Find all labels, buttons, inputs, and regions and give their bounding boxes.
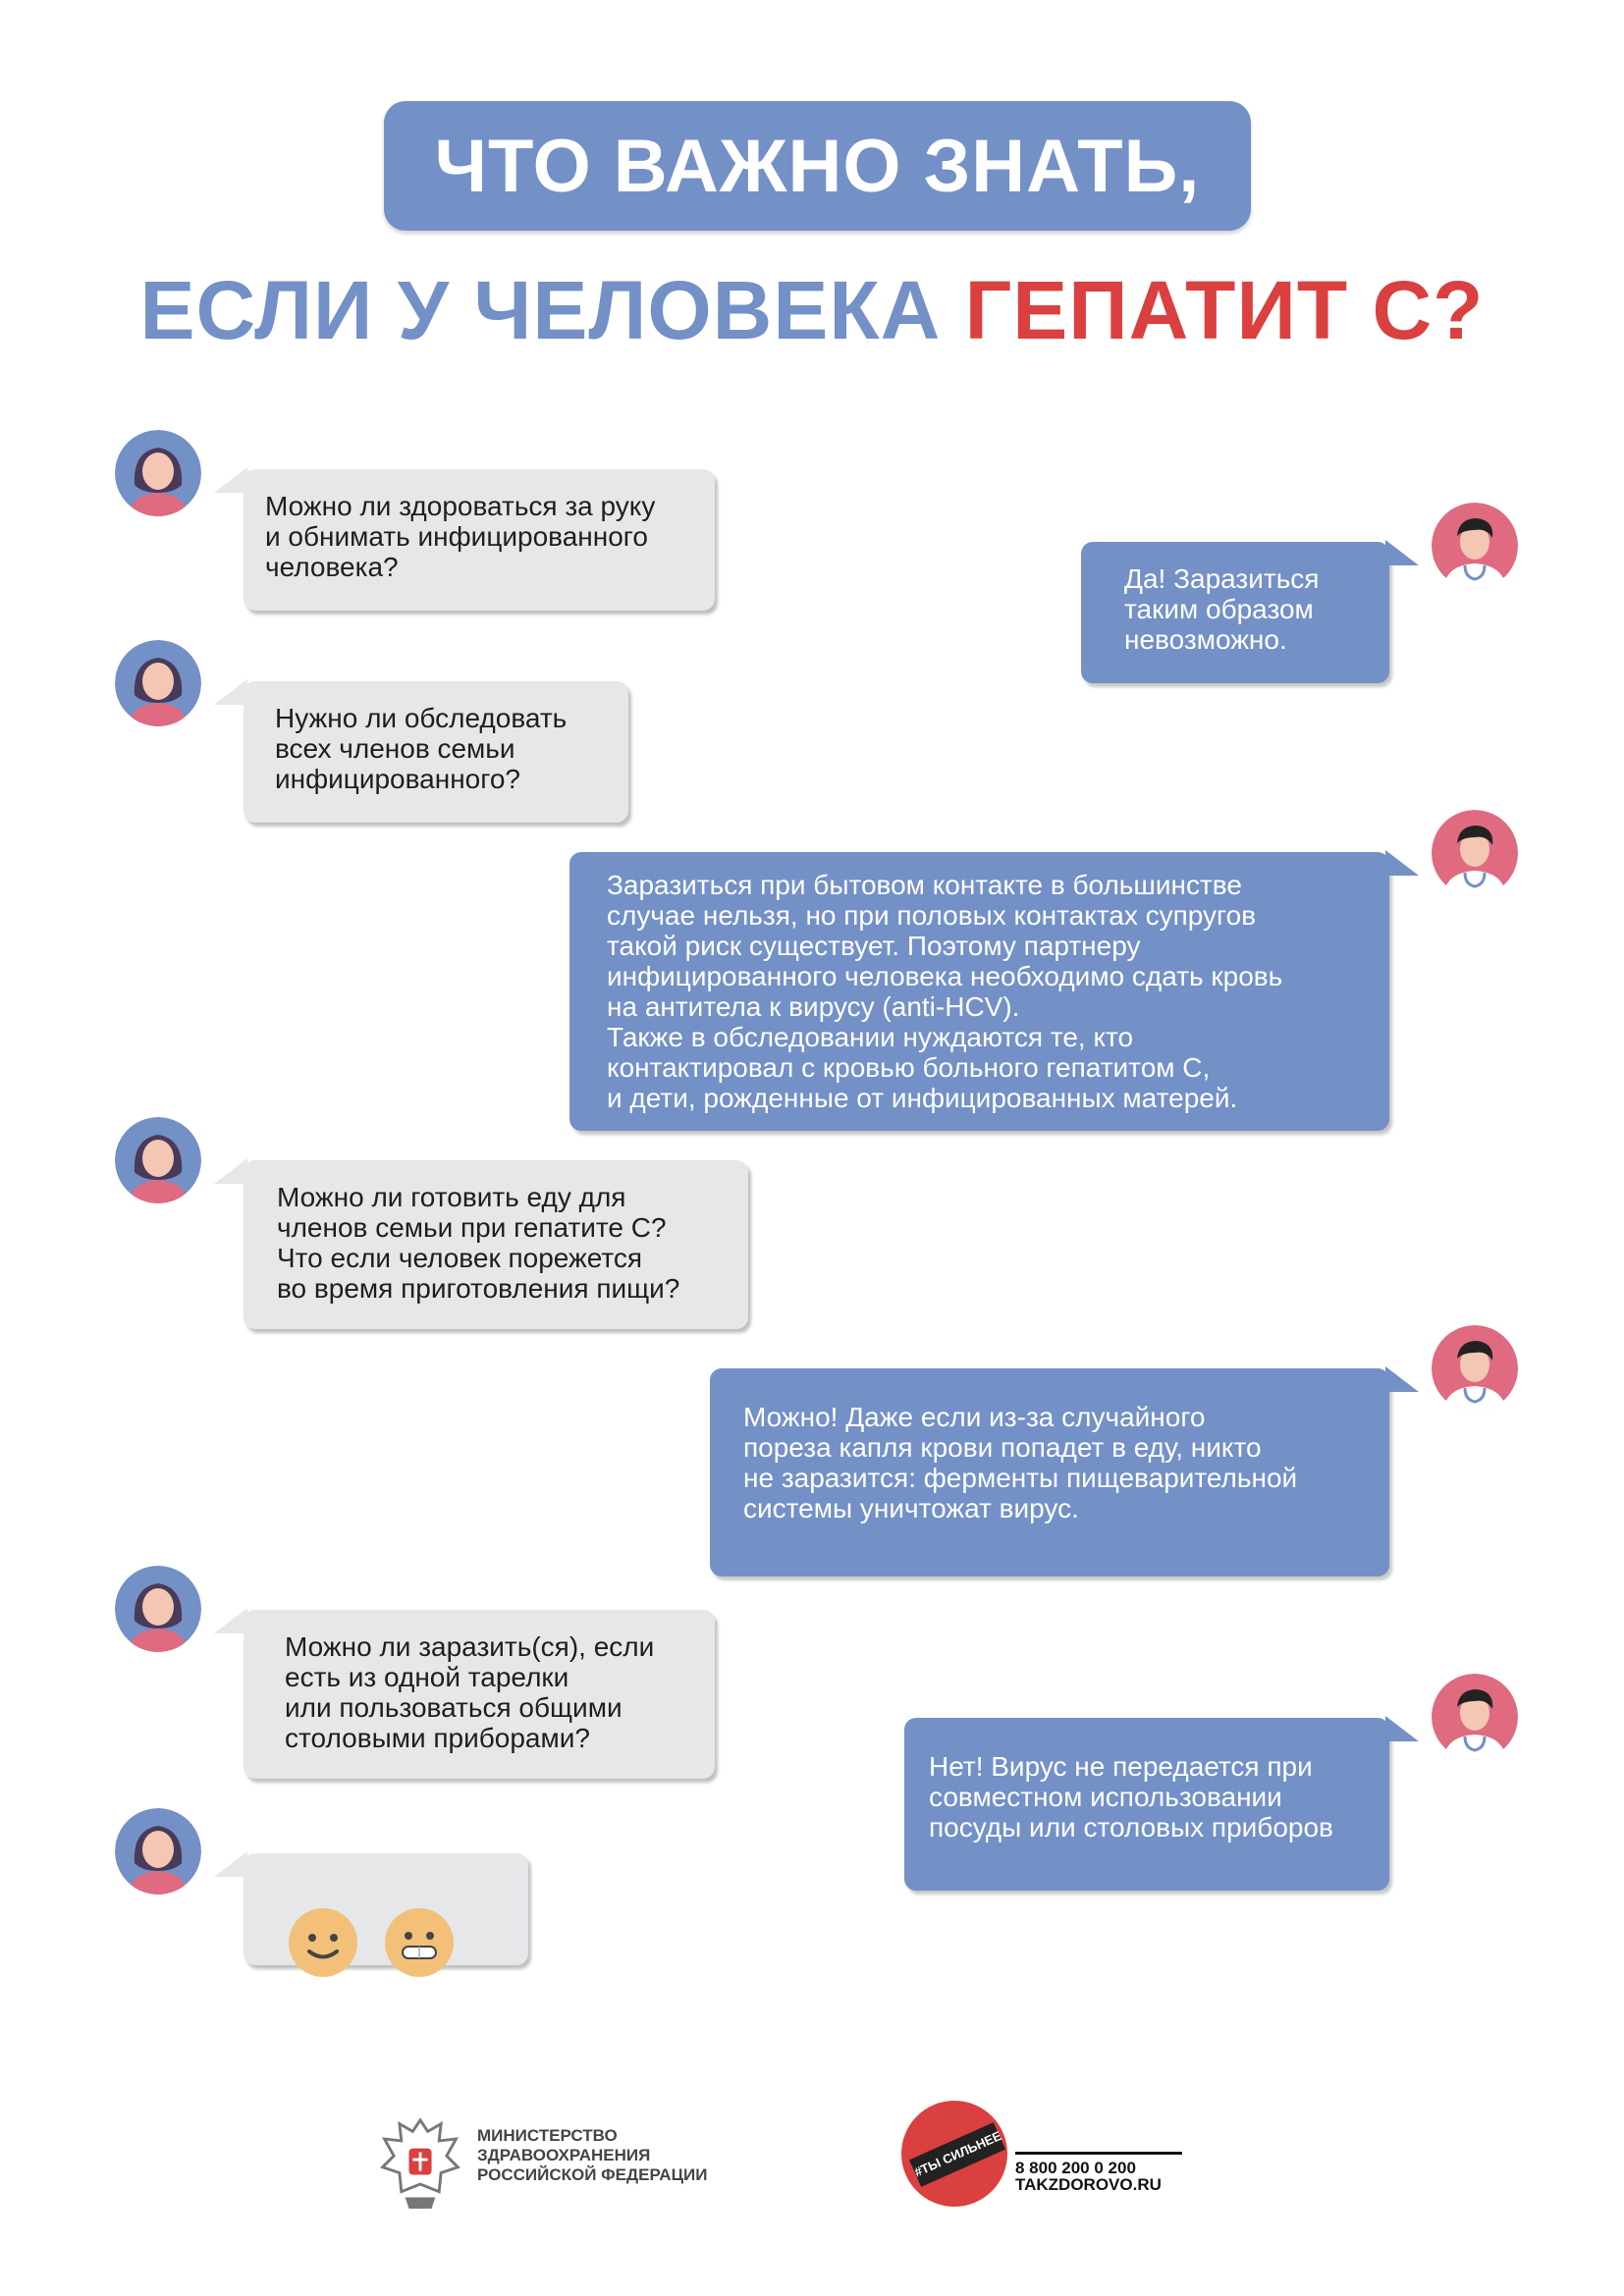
coat-of-arms-icon [373, 2110, 467, 2215]
answer-bubble-3: Можно! Даже если из-за случайного пореза капля крови попадет в еду, никто не заразится: ферменты пищеварительной системы уничтожат вирус. [710, 1368, 1389, 1576]
ministry-logo [373, 2110, 746, 2218]
grin-emoji-icon [384, 1877, 455, 1948]
question-bubble-3: Можно ли готовить еду для членов семьи при гепатите С? Что если человек порежется во время приготовления пищи? [244, 1160, 748, 1329]
ministry-line-3: РОССИЙСКОЙ ФЕДЕРАЦИИ [477, 2165, 708, 2184]
question-bubble-4: Можно ли заразить(ся), если есть из одной тарелки или пользоваться общими столовыми приборами? [244, 1610, 715, 1779]
promo-block [901, 2101, 1216, 2218]
patient-avatar-icon [115, 1566, 201, 1652]
answer-bubble-2: Заразиться при бытовом контакте в большинстве случае нельзя, но при половых контактах супругов такой риск существует. Поэтому партнеру инфицированного человека необходимо сдать кровь на антитела к вирусу (anti-HCV). Также в обследовании нуждаются те, кто контактировал с кровью больного гепатитом С, и дети, рожденные от инфицированных матерей. [569, 852, 1389, 1131]
question-bubble-1: Можно ли здороваться за руку и обнимать инфицированного человека? [244, 469, 715, 611]
answer-bubble-4: Нет! Вирус не передается при совместном использовании посуды или столовых приборов [904, 1718, 1389, 1891]
patient-avatar-icon [115, 1808, 201, 1895]
hotline-phone: 8 800 200 0 200 [1015, 2152, 1182, 2178]
smile-emoji-icon [288, 1877, 358, 1948]
ministry-line-2: ЗДРАВООХРАНЕНИЯ [477, 2146, 651, 2164]
title-line-2-prefix: ЕСЛИ У ЧЕЛОВЕКА [139, 264, 965, 356]
doctor-avatar-icon [1432, 810, 1518, 896]
patient-avatar-icon [115, 640, 201, 726]
answer-bubble-1: Да! Заразиться таким образом невозможно. [1081, 542, 1389, 683]
question-bubble-5 [244, 1853, 528, 1965]
title-line-2 [0, 263, 1624, 358]
doctor-avatar-icon [1432, 503, 1518, 589]
promo-logo-text: #ТЫ СИЛЬНЕЕ [909, 2122, 1005, 2187]
doctor-avatar-icon [1432, 1674, 1518, 1760]
title-line-2-highlight: ГЕПАТИТ С? [964, 264, 1485, 356]
promo-website: TAKZDOROVO.RU [1015, 2175, 1162, 2194]
patient-avatar-icon [115, 1117, 201, 1203]
title-line-1: ЧТО ВАЖНО ЗНАТЬ, [434, 124, 1201, 208]
ministry-line-1: МИНИСТЕРСТВО [477, 2126, 618, 2145]
doctor-avatar-icon [1432, 1325, 1518, 1412]
patient-avatar-icon [115, 430, 201, 516]
ty-silnee-logo [901, 2101, 1007, 2207]
ministry-name [477, 2126, 707, 2185]
question-bubble-2: Нужно ли обследовать всех членов семьи инфицированного? [244, 681, 628, 823]
title-banner [384, 101, 1251, 231]
